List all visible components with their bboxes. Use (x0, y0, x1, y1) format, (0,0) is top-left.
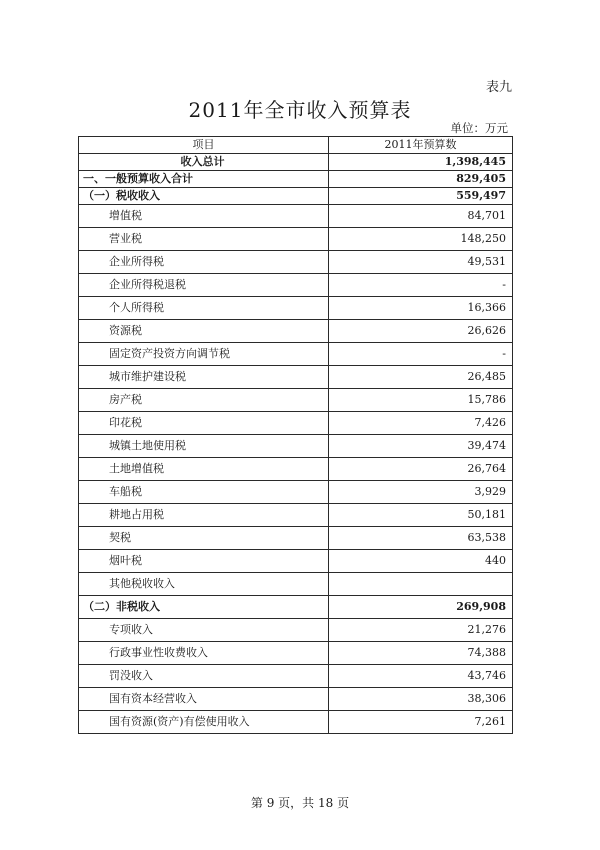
row-value: 43,746 (329, 665, 513, 688)
unit-label: 单位：万元 (450, 121, 508, 135)
row-value: 559,497 (329, 188, 513, 205)
row-label: 资源税 (79, 320, 329, 343)
budget-table (78, 136, 513, 734)
row-label: 个人所得税 (79, 297, 329, 320)
row-label: 专项收入 (79, 619, 329, 642)
row-value: 21,276 (329, 619, 513, 642)
table-row (79, 188, 513, 205)
row-value: 148,250 (329, 228, 513, 251)
row-label: 城镇土地使用税 (79, 435, 329, 458)
table-row (79, 527, 513, 550)
row-value: 26,626 (329, 320, 513, 343)
table-row (79, 435, 513, 458)
table-row (79, 251, 513, 274)
table-row (79, 458, 513, 481)
row-value: 39,474 (329, 435, 513, 458)
row-value: 15,786 (329, 389, 513, 412)
row-value: 3,929 (329, 481, 513, 504)
table-row (79, 642, 513, 665)
row-value: - (329, 274, 513, 297)
row-label: 印花税 (79, 412, 329, 435)
row-value: 829,405 (329, 171, 513, 188)
row-value: 440 (329, 550, 513, 573)
table-row (79, 228, 513, 251)
row-label: 行政事业性收费收入 (79, 642, 329, 665)
row-label: 耕地占用税 (79, 504, 329, 527)
row-label: 土地增值税 (79, 458, 329, 481)
row-value: 50,181 (329, 504, 513, 527)
table-header-row (79, 137, 513, 154)
row-value: 1,398,445 (329, 154, 513, 171)
row-label: 国有资本经营收入 (79, 688, 329, 711)
table-row (79, 320, 513, 343)
row-value: 74,388 (329, 642, 513, 665)
header-item: 项目 (79, 137, 329, 154)
row-label: 营业税 (79, 228, 329, 251)
table-row (79, 504, 513, 527)
table-row (79, 619, 513, 642)
row-value (329, 573, 513, 596)
row-label: 契税 (79, 527, 329, 550)
table-number: 表九 (485, 80, 512, 95)
row-value: 26,485 (329, 366, 513, 389)
table-row (79, 550, 513, 573)
row-value: 16,366 (329, 297, 513, 320)
table-row (79, 665, 513, 688)
row-value: 26,764 (329, 458, 513, 481)
table-row (79, 573, 513, 596)
row-label: 收入总计 (79, 154, 329, 171)
row-label: 其他税收收入 (79, 573, 329, 596)
row-label: 一、一般预算收入合计 (79, 171, 329, 188)
row-value: 84,701 (329, 205, 513, 228)
row-value: - (329, 343, 513, 366)
row-value: 269,908 (329, 596, 513, 619)
table-row (79, 389, 513, 412)
row-label: 企业所得税 (79, 251, 329, 274)
table-row (79, 154, 513, 171)
row-label: 罚没收入 (79, 665, 329, 688)
table-row (79, 688, 513, 711)
row-label: 企业所得税退税 (79, 274, 329, 297)
row-value: 38,306 (329, 688, 513, 711)
table-row (79, 596, 513, 619)
row-label: 城市维护建设税 (79, 366, 329, 389)
table-row (79, 481, 513, 504)
row-label: 增值税 (79, 205, 329, 228)
table-row (79, 171, 513, 188)
header-budget: 2011年预算数 (329, 137, 513, 154)
row-label: （一）税收收入 (79, 188, 329, 205)
table-row (79, 412, 513, 435)
row-value: 7,426 (329, 412, 513, 435)
page-title: 2011年全市收入预算表 (188, 98, 412, 122)
table-row (79, 205, 513, 228)
table-row (79, 274, 513, 297)
row-label: 国有资源(资产)有偿使用收入 (79, 711, 329, 734)
row-label: 固定资产投资方向调节税 (79, 343, 329, 366)
table-row (79, 366, 513, 389)
row-value: 7,261 (329, 711, 513, 734)
table-row (79, 343, 513, 366)
row-label: 车船税 (79, 481, 329, 504)
row-value: 63,538 (329, 527, 513, 550)
row-label: 烟叶税 (79, 550, 329, 573)
row-label: 房产税 (79, 389, 329, 412)
page-footer: 第 9 页，共 18 页 (250, 796, 350, 810)
table-row (79, 297, 513, 320)
row-label: （二）非税收入 (79, 596, 329, 619)
row-value: 49,531 (329, 251, 513, 274)
table-row (79, 711, 513, 734)
